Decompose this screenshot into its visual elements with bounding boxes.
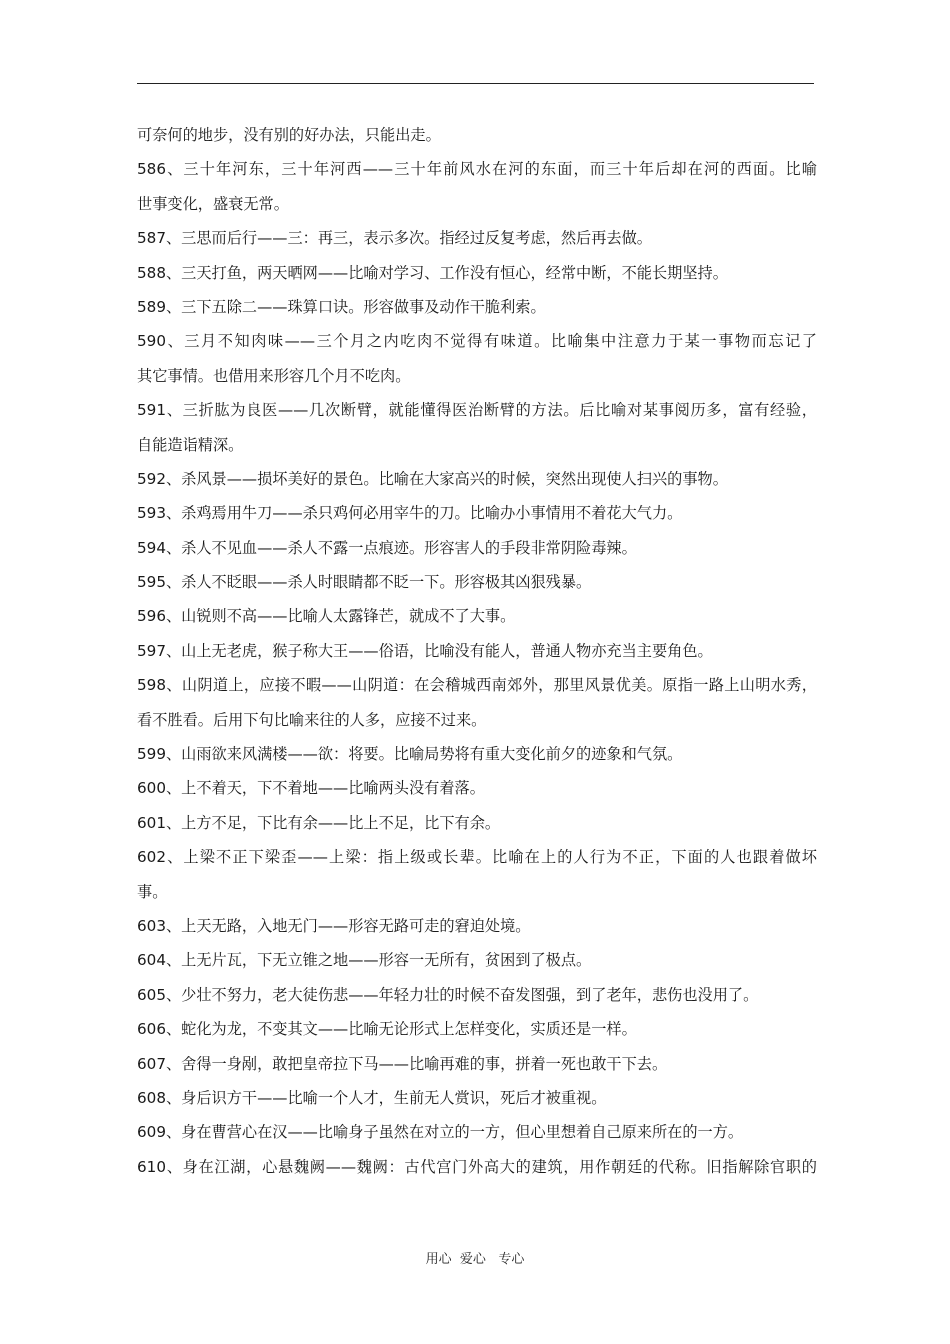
text-line: 600、上不着天，下不着地——比喻两头没有着落。 [137,779,485,798]
text-line: 608、身后识方干——比喻一个人才，生前无人赏识，死后才被重视。 [137,1088,607,1107]
text-line: 593、杀鸡焉用牛刀——杀只鸡何必用宰牛的刀。比喻办小事情用不着花大气力。 [137,504,683,523]
text-line: 599、山雨欲来风满楼——欲：将要。比喻局势将有重大变化前夕的迹象和气氛。 [137,745,683,764]
text-line: 自能造诣精深。 [137,435,244,454]
text-line: 591、三折肱为良医——几次断臂，就能懂得医治断臂的方法。后比喻对某事阅历多，富有经验， [137,401,817,420]
text-line: 事。 [137,882,168,901]
text-line: 589、三下五除二——珠算口诀。形容做事及动作干脆利索。 [137,297,546,316]
text-line: 587、三思而后行——三：再三，表示多次。指经过反复考虑，然后再去做。 [137,229,652,248]
text-line: 597、山上无老虎，猴子称大王——俗语，比喻没有能人，普通人物亦充当主要角色。 [137,641,713,660]
text-line: 看不胜看。后用下句比喻来往的人多，应接不过来。 [137,710,487,729]
text-line: 602、上梁不正下梁歪——上梁：指上级或长辈。比喻在上的人行为不正，下面的人也跟着做坏 [137,848,817,867]
text-line: 可奈何的地步，没有别的好办法，只能出走。 [137,126,441,144]
text-line: 598、山阴道上，应接不暇——山阴道：在会稽城西南郊外，那里风景优美。原指一路上山明水秀， [137,676,817,695]
text-line: 595、杀人不眨眼——杀人时眼睛都不眨一下。形容极其凶狠残暴。 [137,573,592,592]
text-line: 588、三天打鱼，两天晒网——比喻对学习、工作没有恒心，经常中断，不能长期坚持。 [137,263,728,282]
text-line: 世事变化，盛衰无常。 [137,194,289,213]
text-line: 其它事情。也借用来形容几个月不吃肉。 [137,366,411,385]
text-line: 604、上无片瓦，下无立锥之地——形容一无所有，贫困到了极点。 [137,951,592,970]
text-line: 609、身在曹营心在汉——比喻身子虽然在对立的一方，但心里想着自己原来所在的一方。 [137,1123,744,1142]
text-line: 606、蛇化为龙，不变其文——比喻无论形式上怎样变化，实质还是一样。 [137,1020,637,1039]
text-line: 594、杀人不见血——杀人不露一点痕迹。形容害人的手段非常阴险毒辣。 [137,538,637,557]
text-line: 592、杀风景——损坏美好的景色。比喻在大家高兴的时候，突然出现使人扫兴的事物。 [137,469,728,488]
text-line: 607、舍得一身剐，敢把皇帝拉下马——比喻再难的事，拼着一死也敢干下去。 [137,1054,668,1073]
text-line: 586、三十年河东，三十年河西——三十年前风水在河的东面，而三十年后却在河的西面。比喻 [137,160,817,179]
text-line: 603、上天无路，入地无门——形容无路可走的窘迫处境。 [137,916,531,935]
text-line: 610、身在江湖，心悬魏阙——魏阙：古代宫门外高大的建筑，用作朝廷的代称。旧指解除官职的 [137,1157,817,1176]
header-rule [137,83,814,84]
text-line: 590、三月不知肉味——三个月之内吃肉不觉得有味道。比喻集中注意力于某一事物而忘记了 [137,332,817,351]
text-line: 596、山锐则不高——比喻人太露锋芒，就成不了大事。 [137,607,516,626]
text-line: 601、上方不足，下比有余——比上不足，比下有余。 [137,813,501,832]
page-footer: 用心 爱心 专心 [425,1252,525,1267]
document-body [137,118,817,1184]
text-line: 605、少壮不努力，老大徒伤悲——年轻力壮的时候不奋发图强，到了老年，悲伤也没用了。 [137,985,759,1004]
